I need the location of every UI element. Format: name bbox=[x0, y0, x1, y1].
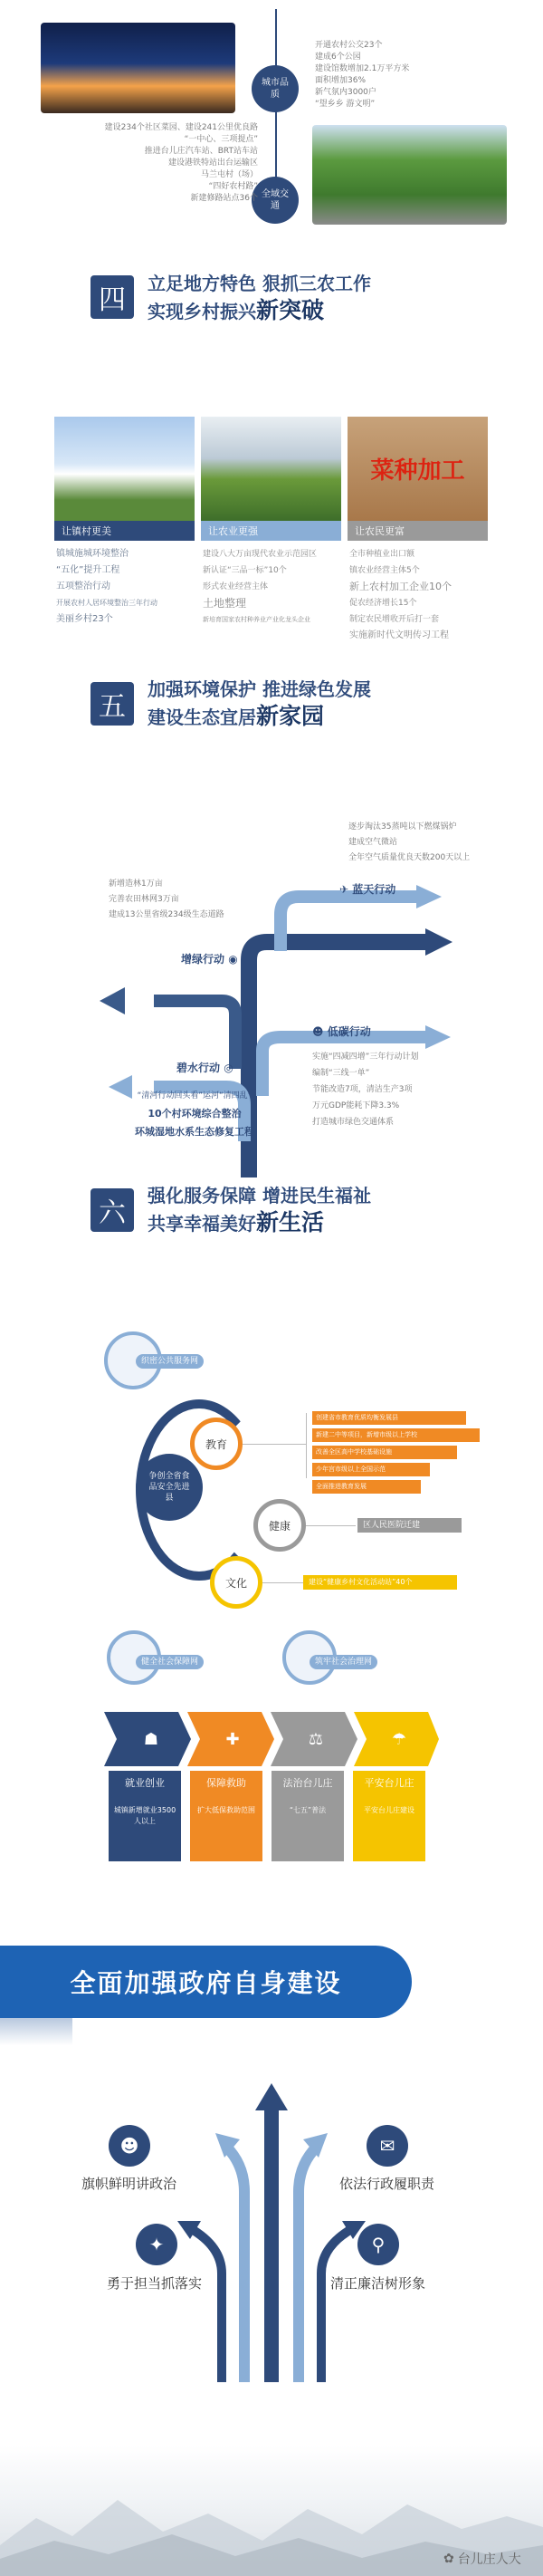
edu-tag-2: 新建二中等项目，新增市级以上学校 bbox=[312, 1428, 480, 1442]
clear-water-label: 碧水行动 ◎ bbox=[176, 1062, 233, 1074]
health-circle: 健康 bbox=[253, 1499, 306, 1552]
chevron-row bbox=[104, 1712, 439, 1766]
section5-left-top: 新增造林1万亩 完善农田林网3万亩 建成13公里省级234级生态道路 bbox=[109, 879, 224, 919]
chevron-icon-1: ☗ bbox=[143, 1730, 159, 1749]
blue-sky-icon: ✈ bbox=[339, 883, 349, 896]
village-label: 让镇村更美 bbox=[54, 521, 195, 541]
gov-item-law-label: 依法行政履职责 bbox=[339, 2176, 435, 2192]
social-governance-label: 筑牢社会治理网 bbox=[310, 1655, 377, 1669]
sign-photo bbox=[348, 417, 488, 521]
village-photo bbox=[54, 417, 195, 521]
gov-item-politics bbox=[109, 2125, 150, 2167]
edu-tag-3: 改善全区高中学校基础设施 bbox=[312, 1446, 457, 1459]
section5-number: 五 bbox=[90, 682, 134, 726]
person-icon: ☻ bbox=[109, 2125, 150, 2167]
chat-icon: ✉ bbox=[367, 2125, 408, 2167]
wechat-icon: ✿ bbox=[443, 2552, 454, 2566]
health-tag: 区人民医院迁建 bbox=[357, 1518, 462, 1533]
city-night-photo bbox=[41, 23, 235, 113]
gov-item-politics-label: 旗帜鲜明讲政治 bbox=[81, 2176, 177, 2192]
edu-connector bbox=[243, 1444, 306, 1445]
chevron-card-2: 保障救助 扩大低保救助范围 bbox=[190, 1771, 262, 1861]
search-icon: ⚲ bbox=[357, 2224, 399, 2265]
globe-icon: ◉ bbox=[228, 953, 238, 966]
chevron-icon-2: ✚ bbox=[225, 1730, 240, 1749]
culture-connector bbox=[262, 1582, 303, 1583]
top-section bbox=[0, 0, 543, 235]
section4-title: 立足地方特色 狠抓三农工作 实现乡村振兴新突破 bbox=[148, 273, 371, 323]
gov-banner bbox=[0, 1946, 412, 2018]
gov-item-law bbox=[367, 2125, 408, 2167]
person-icon: ☻ bbox=[312, 1025, 324, 1038]
section5-left-bottom: “清河行动回头看”运河“清四乱” 10个村环境综合整治 环城湿地水系生态修复工程 bbox=[135, 1091, 254, 1138]
chevron-card-4: 平安台儿庄 平安台儿庄建设 bbox=[353, 1771, 425, 1861]
arrow-blue-sky bbox=[425, 928, 452, 956]
node-transport: 全域交通 bbox=[252, 177, 299, 224]
greenhouse-photo bbox=[201, 417, 341, 521]
section6-title: 强化服务保障 增进民生福祉 共享幸福美好新生活 bbox=[148, 1185, 371, 1235]
section5-right-bottom: 实施“四减四增”三年行动计划 编制“三线一单” 节能改造7项，清洁生产3项 万元GDP能耗下降3.3% 打造城市绿色交通体系 bbox=[312, 1053, 419, 1127]
section4-number: 四 bbox=[90, 275, 134, 319]
section5-title: 加强环境保护 推进绿色发展 建设生态宜居新家园 bbox=[148, 678, 371, 729]
edu-tag-4: 少年宫市级以上全国示范 bbox=[312, 1463, 430, 1476]
top-right-text: 开通农村公交23个 建成6个公园 建设馆数增加2.1万平方米 面积增加36% 新气氛内3000户 “望乡乡 游文明” bbox=[315, 41, 410, 109]
chevron-icon-4: ☂ bbox=[391, 1730, 407, 1749]
health-connector bbox=[306, 1525, 356, 1526]
road-photo bbox=[312, 125, 507, 225]
social-security-label: 健全社会保障网 bbox=[136, 1655, 204, 1669]
agri-label: 让农业更强 bbox=[201, 521, 341, 541]
gov-item-action bbox=[136, 2224, 177, 2265]
edu-tag-5: 全面推进教育发展 bbox=[312, 1480, 421, 1494]
farmer-label: 让农民更富 bbox=[348, 521, 488, 541]
signpost-left-arrow bbox=[100, 987, 163, 1014]
chevron-card-1: 就业创业 城镇新增就业3500人以上 bbox=[109, 1771, 181, 1861]
lightbulb-icon: ✦ bbox=[136, 2224, 177, 2265]
watermark: ✿ 台儿庄人大 bbox=[443, 2552, 521, 2567]
gov-banner-shadow bbox=[0, 2018, 72, 2045]
signpost-branch-left bbox=[154, 1001, 235, 1069]
section5-right-top: 逐步淘汰35蒸吨以下燃煤锅炉 建成空气微站 全年空气质量优良天数200天以上 bbox=[348, 822, 471, 862]
food-safety-circle: 争创全省食品安全先进县 bbox=[136, 1454, 203, 1521]
arrow-center bbox=[255, 2083, 288, 2382]
gov-banner-title: 全面加强政府自身建设 bbox=[70, 1968, 342, 1998]
culture-circle: 文化 bbox=[210, 1556, 262, 1609]
node-city-quality: 城市品质 bbox=[252, 65, 299, 112]
section4-col3: 全市种植业出口额 镇农业经营主体5个 新上农村加工企业10个 促农经济增长15个 制定农民增收开后打一套 实施新时代文明传习工程 bbox=[349, 550, 452, 640]
low-carbon-label: ☻ 低碳行动 bbox=[312, 1025, 371, 1038]
chevron-icon-3: ⚖ bbox=[308, 1730, 324, 1749]
edu-bracket bbox=[306, 1413, 307, 1478]
blue-sky-label: ✈ 蓝天行动 bbox=[339, 883, 396, 896]
public-service-label: 织密公共服务网 bbox=[136, 1354, 204, 1369]
top-left-text: 建设234个社区菜园、建设241公里优良路 “一中心、三项提点” 推进台儿庄汽车站、BRT站车站 建设港铁特站出台运输区 马兰屯村（场） “四好农村路” 新建修路站点36个 bbox=[104, 123, 258, 203]
gov-item-clean-label: 清正廉洁树形象 bbox=[330, 2275, 426, 2292]
section6-number: 六 bbox=[90, 1188, 134, 1232]
chevron-card-3: 法治台儿庄 “七五”普法 bbox=[272, 1771, 344, 1861]
gov-item-action-label: 勇于担当抓落实 bbox=[107, 2275, 203, 2292]
edu-circle: 教育 bbox=[190, 1418, 243, 1470]
drop-icon: ◎ bbox=[224, 1062, 233, 1074]
section4-col2: 建设八大万亩现代农业示范园区 新认证“三品一标”10个 形式农业经营主体 土地整理 新培育国家农村种养业产业化龙头企业 bbox=[203, 550, 318, 623]
gov-item-clean bbox=[357, 2224, 399, 2265]
edu-tag-1: 创建省市教育优质均衡发展县 bbox=[312, 1411, 466, 1425]
green-label: 增绿行动 ◉ bbox=[181, 953, 238, 966]
sign-text: 菜种加工 bbox=[370, 457, 465, 485]
section4-col1: 镇城施城环境整治 “五化”提升工程 五项整治行动 开展农村人居环境整治三年行动 美丽乡村23个 bbox=[56, 549, 157, 624]
culture-tag: 建设“健康乡村文化活动站”40个 bbox=[303, 1575, 457, 1590]
